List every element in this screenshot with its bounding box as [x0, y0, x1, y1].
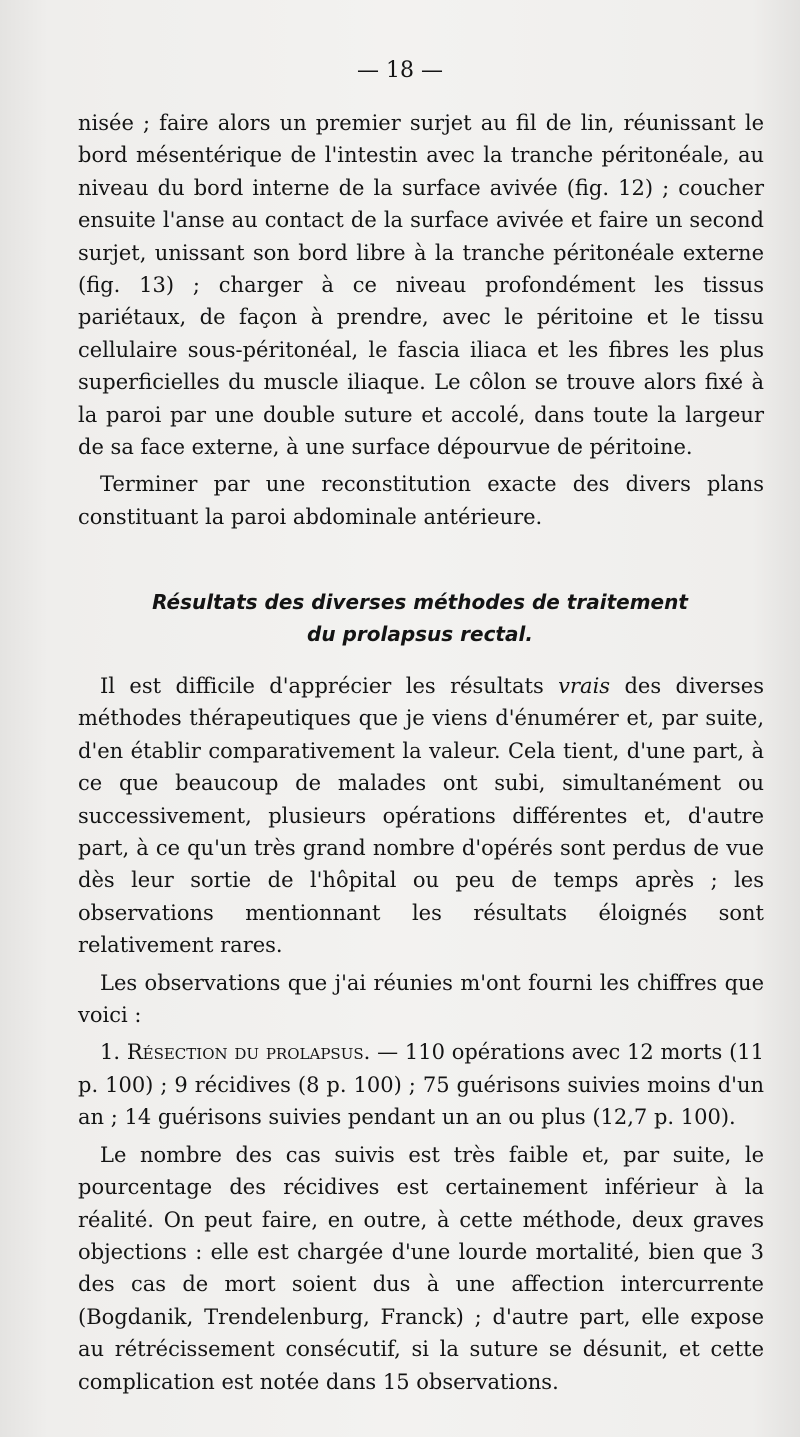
- paragraph-reconstitution: Terminer par une reconstitution exacte des divers plans constituant la paroi abdominale antérieure.: [78, 472, 764, 529]
- text-block-results: [78, 670, 764, 1398]
- resection-stats-text: — 110 opérations avec 12 morts (11 p. 100) ; 9 récidives (8 p. 100) ; 75 guérisons suivies moins d'un an ; 14 guérisons suivies pendant un an ou plus (12,7 p. 100).: [78, 1040, 764, 1130]
- resection-title: Résection du prolapsus.: [126, 1040, 371, 1065]
- paragraph-difficulty-start: Il est difficile d'apprécier les résultats: [100, 674, 559, 698]
- paragraph-difficulty: [78, 670, 764, 962]
- paragraph-difficulty-end: des diverses méthodes thérapeutiques que je viens d'énumérer et, par suite, d'en établir comparativement la valeur. Cela tient, d'une part, à ce que beaucoup de malades ont subi, simultanément ou successivement, plusieurs opérations différentes et, d'autre part, à ce qu'un très grand nombre d'opérés sont perdus de vue dès leur sortie de l'hôpital ou peu de temps après ; les observations mentionnant les résultats éloignés sont relativement rares.: [78, 674, 764, 958]
- emphasis-vrais: vrais: [558, 674, 611, 698]
- paragraph-observations: Les observations que j'ai réunies m'ont fourni les chiffres que voici :: [78, 970, 764, 1028]
- paragraph-suture-technique: nisée ; faire alors un premier surjet au fil de lin, réunissant le bord mésentérique de l'intestin avec la tranche péritonéale, au niveau du bord interne de la surface avivée (fig. 12) ; coucher ensuite l'anse au contact de la surface avivée et faire un second surjet, unissant son bord libre à la tranche péritonéale externe (fig. 13) ; charger à ce niveau profondément les tissus pariétaux, de façon à prendre, avec le péritoine et le tissu cellulaire sous-péritonéal, le fascia iliaca et les fibres les plus superficielles du muscle iliaque. Le côlon se trouve alors fixé à la paroi par une double suture et accolé, dans toute la largeur de sa face externe, à une surface dépourvue de péritoine.: [78, 111, 764, 460]
- paragraph-resection-stats: [78, 1036, 764, 1133]
- page-number: — 18 —: [357, 58, 443, 83]
- heading-line-1: Résultats des diverses méthodes de traitement: [152, 590, 688, 614]
- section-heading: [0, 586, 800, 650]
- heading-line-2: du prolapsus rectal.: [307, 622, 533, 646]
- list-number: 1.: [100, 1040, 127, 1065]
- paragraph-objections: Le nombre des cas suivis est très faible et, par suite, le pourcentage des récidives est certainement inférieur à la réalité. On peut faire, en outre, à cette méthode, deux graves objections : elle est chargée d'une lourde mortalité, bien que 3 des cas de mort soient dus à une affection intercurrente (Bogdanik, Trendelenburg, Franck) ; d'autre part, elle expose au rétrécissement consécutif, si la suture se désunit, et cette complication est notée dans 15 observations.: [78, 1142, 764, 1394]
- text-block-top: [78, 107, 764, 533]
